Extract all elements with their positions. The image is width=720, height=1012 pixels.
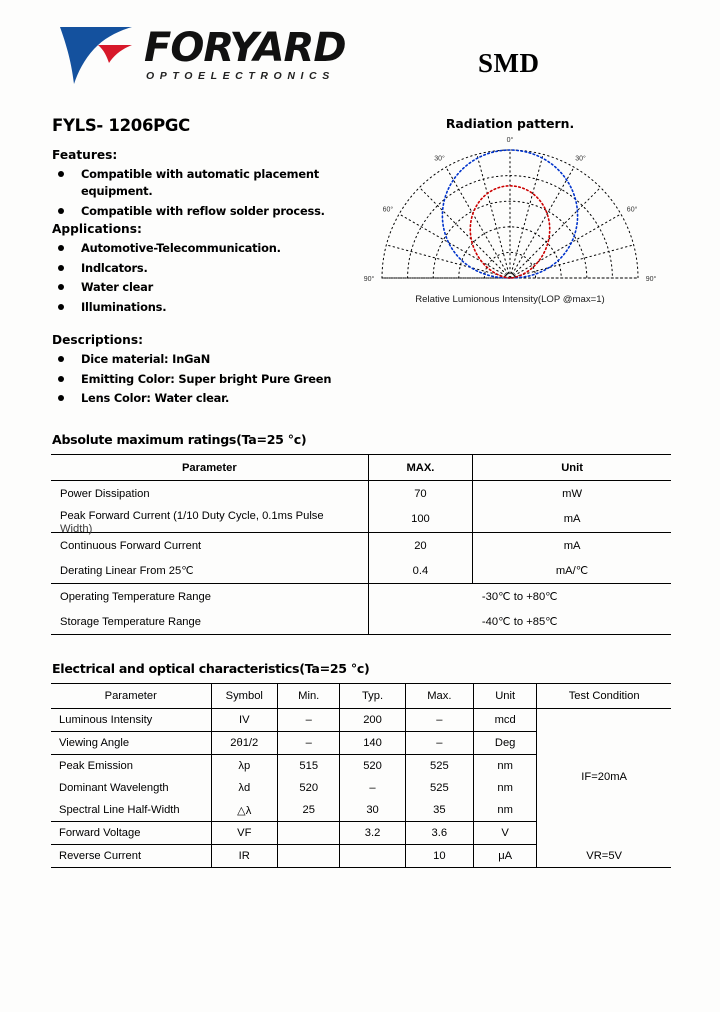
descriptions-item-1: Emitting Color: Super bright Pure Green	[81, 371, 332, 386]
eo-row-1-unit: Deg	[473, 732, 536, 755]
descriptions-item-2: Lens Color: Water clear.	[81, 391, 230, 405]
eo-row-1-min: –	[278, 732, 340, 755]
table-row	[51, 481, 671, 507]
svg-text:30°: 30°	[434, 155, 445, 163]
eo-row-4-unit: nm	[473, 799, 536, 822]
eo-row-2-unit: nm	[473, 755, 536, 778]
eo-row-3-max: 525	[405, 777, 473, 799]
bullet-icon	[58, 356, 64, 362]
abs-row-5-parameter: Storage Temperature Range	[51, 609, 368, 635]
abs-row-1-unit: mA	[473, 506, 671, 533]
company-logo	[58, 22, 368, 92]
logo-wordmark: FORYARD	[144, 25, 346, 71]
eo-row-5-symbol: VF	[211, 822, 278, 845]
abs-row-3-parameter: Derating Linear From 25℃	[51, 558, 368, 584]
list-item	[52, 240, 382, 257]
table-row	[51, 709, 671, 732]
list-item	[52, 166, 382, 200]
eo-row-2-min: 515	[278, 755, 340, 778]
table-row	[51, 506, 671, 533]
radiation-pattern-caption: Relative Lumionous Intensity(LOP @max=1)	[415, 294, 605, 305]
list-item	[52, 260, 382, 277]
eo-row-0-max: –	[405, 709, 473, 732]
eo-row-2-parameter: Peak Emission	[51, 755, 211, 778]
list-item	[52, 390, 382, 407]
eo-col-min: Min.	[278, 684, 340, 709]
bullet-icon	[58, 284, 64, 290]
eo-row-1-symbol: 2θ1/2	[211, 732, 278, 755]
features-title: Features:	[52, 148, 118, 162]
abs-col-parameter: Parameter	[51, 455, 368, 481]
list-item	[52, 371, 382, 388]
eo-col-symbol: Symbol	[211, 684, 278, 709]
absolute-max-heading: Absolute maximum ratings(Ta=25 °c)	[52, 432, 307, 447]
eo-row-1-max: –	[405, 732, 473, 755]
abs-row-1-parameter-clipped: Width)	[60, 523, 93, 535]
eo-row-1-parameter: Viewing Angle	[51, 732, 211, 755]
eo-row-6-parameter: Reverse Current	[51, 845, 211, 868]
eo-row-4-symbol: △λ	[211, 799, 278, 822]
applications-item-1: Indlcators.	[81, 260, 148, 275]
eo-row-4-max: 35	[405, 799, 473, 822]
features-item-1: Compatible with reflow solder process.	[81, 203, 325, 218]
abs-col-unit: Unit	[473, 455, 671, 481]
applications-item-3: Illuminations.	[81, 299, 167, 314]
eo-col-unit: Unit	[473, 684, 536, 709]
abs-row-1-max: 100	[368, 506, 472, 533]
list-item	[52, 299, 382, 316]
bullet-icon	[58, 395, 64, 401]
abs-row-1-parameter: Peak Forward Current (1/10 Duty Cycle, 0.1ms Pulse	[60, 510, 324, 522]
radiation-pattern-figure	[340, 116, 680, 316]
eo-row-5-max: 3.6	[405, 822, 473, 845]
eo-row-4-typ: 30	[340, 799, 405, 822]
eo-row-0-unit: mcd	[473, 709, 536, 732]
eo-row-0-parameter: Luminous Intensity	[51, 709, 211, 732]
list-item	[52, 203, 382, 220]
svg-text:90°: 90°	[645, 276, 657, 283]
bullet-icon	[58, 265, 64, 271]
electrical-optical-heading: Electrical and optical characteristics(Ta=25 °c)	[52, 661, 370, 676]
bullet-icon	[58, 171, 64, 177]
eo-row-0-symbol: IV	[211, 709, 278, 732]
table-row	[51, 584, 671, 610]
eo-row-3-unit: nm	[473, 777, 536, 799]
table-row	[51, 845, 671, 868]
eo-row-2-typ: 520	[340, 755, 405, 778]
applications-item-2: Water clear	[81, 280, 154, 294]
eo-row-4-min: 25	[278, 799, 340, 822]
svg-text:60°: 60°	[626, 206, 638, 214]
applications-title: Applications:	[52, 222, 142, 236]
abs-row-1-parameter-cell	[51, 506, 368, 533]
abs-row-0-parameter: Power Dissipation	[60, 487, 150, 500]
logo-tagline: OPTOELECTRONICS	[146, 70, 335, 82]
applications-item-0: Automotive-Telecommunication.	[81, 241, 281, 255]
abs-row-4-parameter: Operating Temperature Range	[60, 590, 211, 603]
foryard-arrow-logo-icon	[58, 24, 136, 86]
eo-col-typ: Typ.	[340, 684, 405, 709]
svg-text:60°: 60°	[382, 206, 394, 214]
logo-text-group	[144, 27, 346, 82]
table-header-row	[51, 684, 671, 709]
eo-col-test-condition: Test Condition	[537, 684, 671, 709]
eo-row-3-typ: –	[340, 777, 405, 799]
descriptions-title: Descriptions:	[52, 333, 143, 347]
eo-row-2-symbol: λp	[211, 755, 278, 778]
bullet-icon	[58, 304, 64, 310]
product-type-title: SMD	[478, 48, 540, 78]
eo-row-5-parameter: Forward Voltage	[51, 822, 211, 845]
abs-row-2-max: 20	[368, 533, 472, 559]
abs-row-4-value: -30℃ to +80℃	[368, 584, 671, 610]
eo-row-0-min: –	[278, 709, 340, 732]
bullet-icon	[58, 245, 64, 251]
list-item	[52, 279, 382, 296]
polar-grid	[382, 150, 638, 278]
abs-row-5-value: -40℃ to +85℃	[368, 609, 671, 635]
list-item	[52, 351, 382, 368]
table-row	[51, 609, 671, 635]
abs-col-max: MAX.	[368, 455, 472, 481]
eo-row-3-min: 520	[278, 777, 340, 799]
svg-text:90°: 90°	[363, 276, 375, 283]
bullet-icon	[58, 208, 64, 214]
eo-col-parameter: Parameter	[51, 684, 211, 709]
table-row	[51, 558, 671, 584]
abs-row-3-unit: mA/℃	[473, 558, 671, 584]
descriptions-section	[52, 333, 382, 410]
applications-section	[52, 222, 382, 318]
svg-text:30°: 30°	[575, 155, 586, 163]
features-item-0: Compatible with automatic placement equipment.	[81, 167, 319, 198]
abs-row-2-parameter: Continuous Forward Current	[60, 539, 202, 552]
radiation-pattern-title: Radiation pattern.	[445, 116, 575, 131]
features-section	[52, 148, 382, 222]
part-number: FYLS- 1206PGC	[52, 116, 190, 135]
abs-row-0-max: 70	[368, 481, 472, 507]
eo-row-5-typ: 3.2	[340, 822, 405, 845]
eo-row-6-unit: μA	[473, 845, 536, 868]
table-row	[51, 533, 671, 559]
abs-row-2-unit: mA	[473, 533, 671, 559]
eo-row-0-typ: 200	[340, 709, 405, 732]
descriptions-item-0: Dice material: InGaN	[81, 352, 211, 366]
eo-row-6-typ	[340, 845, 405, 868]
eo-row-2-max: 525	[405, 755, 473, 778]
page-header	[0, 0, 720, 105]
eo-col-max: Max.	[405, 684, 473, 709]
eo-row-3-symbol: λd	[211, 777, 278, 799]
eo-row-5-unit: V	[473, 822, 536, 845]
abs-row-3-max: 0.4	[368, 558, 472, 584]
eo-test-condition-0: IF=20mA	[537, 709, 671, 845]
absolute-maximum-ratings-table	[51, 454, 671, 635]
eo-test-condition-1: VR=5V	[537, 845, 671, 868]
eo-row-5-min	[278, 822, 340, 845]
svg-text:0°: 0°	[506, 137, 514, 144]
table-header-row	[51, 455, 671, 481]
eo-row-3-parameter: Dominant Wavelength	[51, 777, 211, 799]
eo-row-4-parameter: Spectral Line Half-Width	[51, 799, 211, 822]
radiation-polar-plot	[350, 138, 670, 290]
eo-row-1-typ: 140	[340, 732, 405, 755]
eo-row-6-min	[278, 845, 340, 868]
abs-row-0-unit: mW	[473, 481, 671, 507]
electrical-optical-characteristics-table	[51, 683, 671, 868]
eo-row-6-max: 10	[405, 845, 473, 868]
eo-row-6-symbol: IR	[211, 845, 278, 868]
bullet-icon	[58, 376, 64, 382]
